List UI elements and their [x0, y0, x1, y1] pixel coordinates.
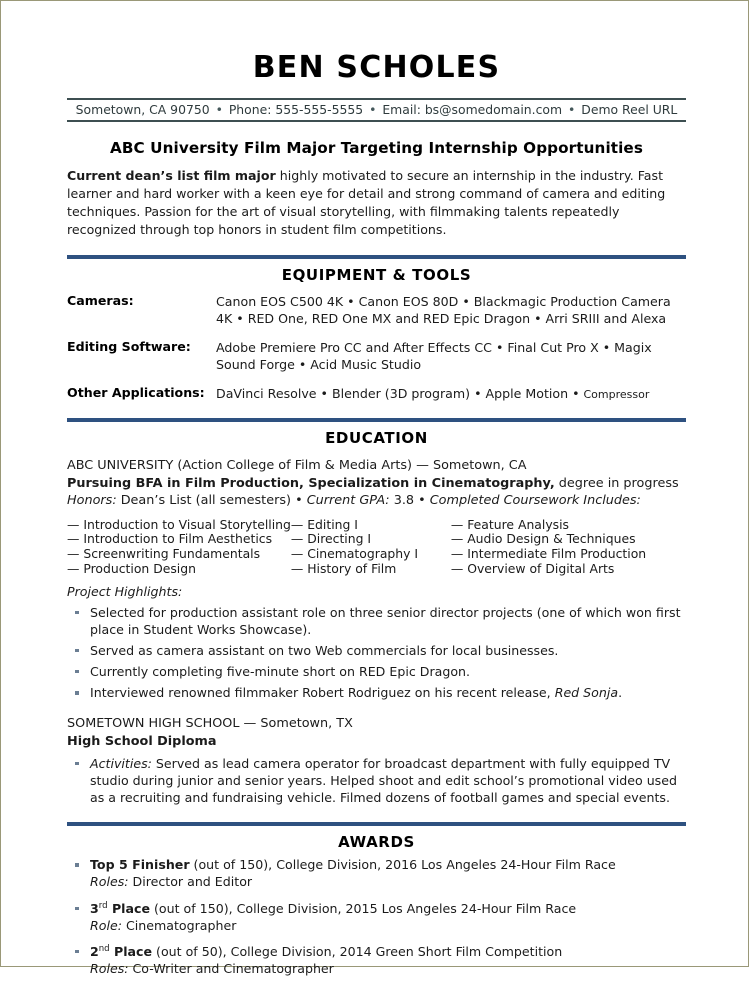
honors-value: Dean’s List (all semesters) •	[116, 493, 307, 509]
coursework-columns	[67, 518, 686, 577]
list-item	[67, 684, 686, 701]
project-highlights-label: Project Highlights:	[67, 583, 183, 599]
contact-email[interactable]: Email: bs@somedomain.com	[382, 102, 563, 117]
equipment-table	[67, 293, 686, 403]
summary-lead: Current dean’s list film major	[67, 168, 276, 183]
award-detail: (out of 150), College Division, 2015 Los Angeles 24-Hour Film Race	[150, 900, 577, 916]
resume-sheet	[67, 1, 686, 986]
university-degree-line	[67, 475, 686, 492]
coursework-item: — Editing I	[290, 516, 358, 532]
university-honors-line	[67, 492, 686, 509]
university-name-line: ABC UNIVERSITY (Action College of Film & Media Arts) — Sometown, CA	[67, 458, 527, 474]
section-title-awards: AWARDS	[338, 833, 415, 852]
highlight-text: Currently completing five-minute short on RED Epic Dragon.	[90, 663, 471, 679]
coursework-item: — Introduction to Visual Storytelling	[67, 516, 291, 532]
award-role-label: Roles:	[90, 960, 129, 976]
contact-separator-3: •	[568, 102, 576, 117]
project-highlights-list	[67, 604, 686, 702]
list-item	[67, 642, 686, 659]
coursework-item: — Directing I	[290, 531, 372, 547]
award-place: Top 5 Finisher	[90, 857, 190, 873]
education-university-block	[67, 457, 686, 509]
list-item	[67, 943, 686, 977]
equipment-row-cameras	[67, 293, 686, 327]
list-item	[67, 604, 686, 638]
award-place: 3	[90, 900, 99, 916]
award-detail: (out of 50), College Division, 2014 Green Short Film Competition	[152, 943, 563, 959]
contact-separator-1: •	[215, 102, 223, 117]
award-detail: (out of 150), College Division, 2016 Los Angeles 24-Hour Film Race	[189, 857, 616, 873]
award-role-label: Role:	[90, 917, 122, 933]
equipment-row-editing-software	[67, 339, 686, 373]
candidate-name: BEN SCHOLES	[252, 50, 501, 85]
equipment-value-other-applications	[216, 385, 686, 403]
award-place-superscript: rd	[98, 900, 108, 911]
list-item	[67, 900, 686, 934]
equipment-value-other-small: Compressor	[583, 387, 650, 401]
equipment-label-editing-software: Editing Software:	[67, 338, 191, 354]
coursework-item: — History of Film	[290, 560, 397, 576]
education-high-school-block	[67, 715, 686, 806]
summary-paragraph	[67, 167, 686, 239]
contact-demo-reel-link[interactable]: Demo Reel URL	[581, 102, 678, 117]
equipment-label-cameras: Cameras:	[67, 292, 134, 308]
equipment-value-editing-software: Adobe Premiere Pro CC and After Effects CC • Final Cut Pro X • Magix Sound Forge • Acid Music Studio	[216, 339, 652, 372]
honors-label: Honors:	[67, 493, 117, 509]
high-school-name-line: SOMETOWN HIGH SCHOOL — Sometown, TX	[67, 716, 353, 732]
highlight-text-before: Interviewed renowned filmmaker Robert Rodriguez on his recent release,	[90, 685, 555, 701]
section-divider-equipment	[67, 255, 686, 259]
highlight-text-after: .	[618, 685, 623, 701]
list-item	[67, 663, 686, 680]
coursework-item: — Overview of Digital Arts	[450, 560, 615, 576]
activities-label: Activities:	[90, 755, 152, 771]
highlight-text: Selected for production assistant role on three senior director projects (one of which won first place in Student Works Showcase).	[90, 604, 681, 637]
coursework-column-2	[291, 518, 451, 577]
degree-bold-part: Pursuing BFA in Film Production, Specialization in Cinematography,	[67, 475, 555, 491]
gpa-label: Current GPA:	[306, 493, 390, 509]
contact-separator-2: •	[369, 102, 377, 117]
gpa-value: 3.8 •	[389, 493, 430, 509]
awards-list	[67, 856, 686, 977]
high-school-activities-list	[67, 755, 686, 806]
award-role-value: Cinematographer	[121, 917, 237, 933]
list-item	[67, 755, 686, 806]
equipment-value-cameras: Canon EOS C500 4K • Canon EOS 80D • Blackmagic Production Camera 4K • RED One, RED One MX and RED Epic Dragon • Arri SRIII and Alexa	[216, 293, 671, 326]
section-divider-education	[67, 418, 686, 422]
high-school-diploma-line: High School Diploma	[67, 733, 217, 749]
resume-headline: ABC University Film Major Targeting Internship Opportunities	[110, 139, 643, 157]
award-place: 2	[90, 943, 99, 959]
award-place-suffix: Place	[109, 943, 153, 959]
section-title-education: EDUCATION	[325, 429, 428, 448]
coursework-item: — Introduction to Film Aesthetics	[67, 531, 273, 547]
coursework-item: — Screenwriting Fundamentals	[67, 546, 261, 562]
coursework-item: — Cinematography I	[290, 546, 419, 562]
section-divider-awards	[67, 822, 686, 826]
coursework-item: — Intermediate Film Production	[450, 546, 647, 562]
contact-phone: Phone: 555-555-5555	[228, 102, 364, 117]
award-role-label: Roles:	[90, 874, 129, 890]
equipment-value-other-main: DaVinci Resolve • Blender (3D program) • Apple Motion •	[216, 385, 584, 401]
coursework-item: — Audio Design & Techniques	[450, 531, 636, 547]
section-title-equipment: EQUIPMENT & TOOLS	[281, 265, 472, 284]
coursework-item: — Production Design	[67, 560, 196, 576]
contact-bar	[67, 98, 686, 122]
equipment-label-other-applications: Other Applications:	[67, 384, 205, 400]
highlight-film-title: Red Sonja	[554, 685, 619, 701]
summary-rest: highly motivated to secure an internship in the industry. Fast learner and hard worker with a keen eye for detail and strong command of camera and editing techniques. Passion for the art of visual storytelling, with filmmaking talents repeatedly recognized through top honors in student film competitions.	[67, 168, 666, 237]
coursework-label: Completed Coursework Includes:	[429, 493, 641, 509]
coursework-column-1	[67, 518, 291, 577]
coursework-item: — Feature Analysis	[450, 516, 570, 532]
award-place-superscript: nd	[98, 943, 110, 954]
contact-location: Sometown, CA 90750	[75, 102, 210, 117]
award-place-suffix: Place	[107, 900, 150, 916]
award-role-value: Director and Editor	[128, 874, 253, 890]
coursework-column-3	[451, 518, 686, 577]
degree-status-part: degree in progress	[554, 475, 679, 491]
activities-text: Served as lead camera operator for broadcast department with fully equipped TV studio during junior and senior years. Helped shoot and edit school’s promotional video used as a recruiting and fundraising vehicle. Filmed dozens of football games and special events.	[90, 755, 677, 806]
highlight-text: Served as camera assistant on two Web commercials for local businesses.	[90, 642, 559, 658]
list-item	[67, 856, 686, 890]
equipment-row-other-applications	[67, 385, 686, 403]
award-role-value: Co-Writer and Cinematographer	[128, 960, 334, 976]
